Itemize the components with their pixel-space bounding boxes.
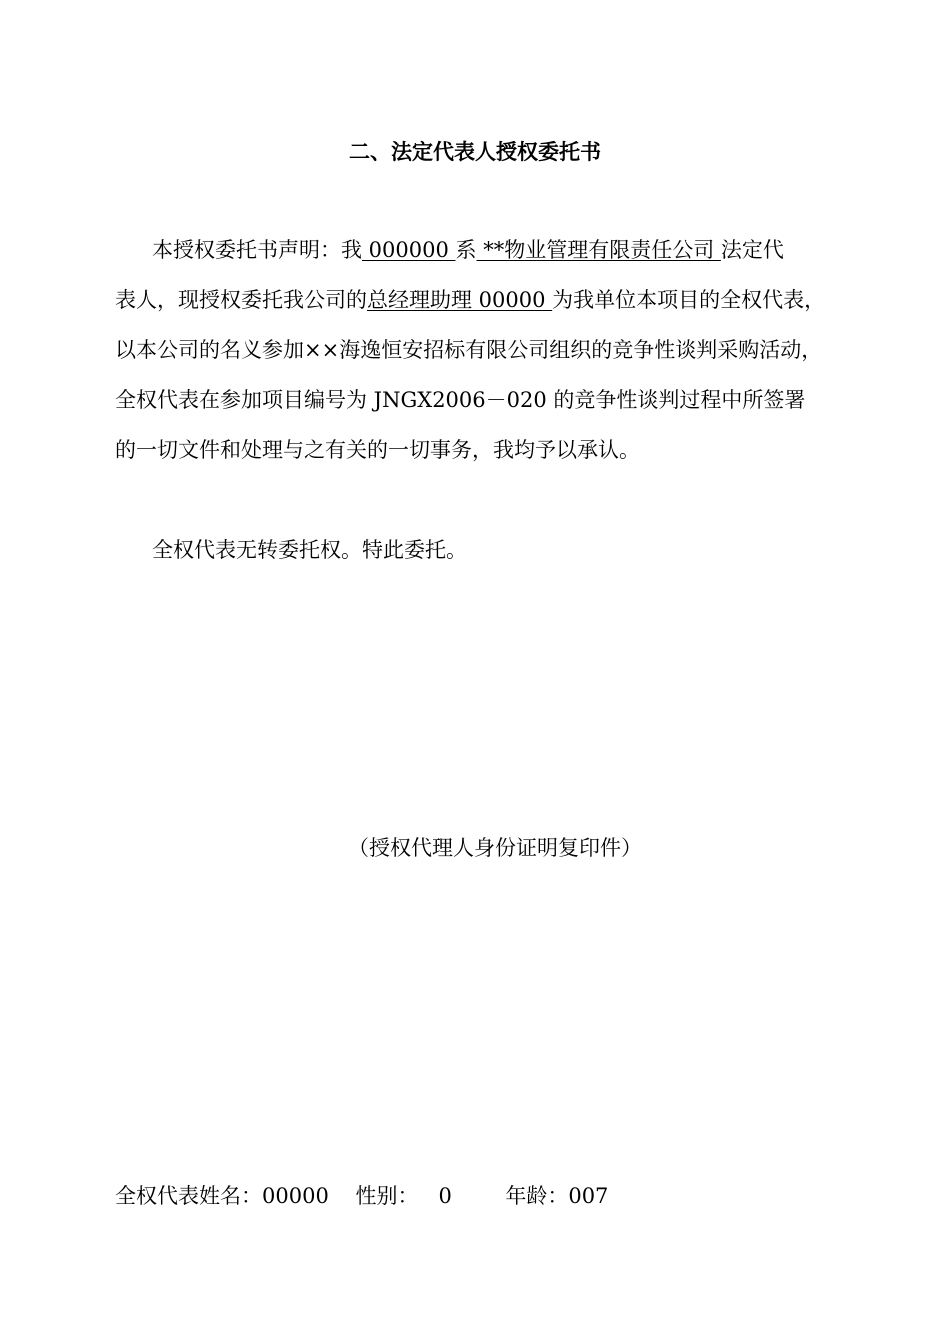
name-value: 00000 [262,1184,329,1208]
delegate-position-blank: 总经理助理 00000 [367,288,553,312]
company-name-blank: **物业管理有限责任公司 [476,238,721,262]
statement-connector: 系 [455,238,477,262]
statement-suffix: 法定代 [720,238,784,262]
delegation-text: 表人，现授权委托我公司的 [115,288,367,312]
gender-value: 0 [438,1184,452,1208]
name-label: 全权代表姓名： [115,1184,262,1208]
paragraph1-line5: 的一切文件和处理与之有关的一切事务，我均予以承认。 [115,438,640,462]
age-value: 007 [568,1184,609,1208]
paragraph1-line2 [115,286,825,314]
representative-id-blank: 000000 [362,238,456,262]
paragraph1-line1 [152,236,784,264]
id-copy-caption: （授权代理人身份证明复印件） [348,836,642,860]
age-label: 年龄： [505,1184,569,1208]
gender-label: 性别： [355,1184,419,1208]
representative-info-line [115,1182,608,1210]
paragraph2: 全权代表无转委托权。特此委托。 [152,538,467,562]
paragraph1-line3: 以本公司的名义参加××海逸恒安招标有限公司组织的竞争性谈判采购活动， [115,338,823,362]
document-title: 二、法定代表人授权委托书 [349,139,601,164]
statement-prefix: 本授权委托书声明：我 [152,238,362,262]
paragraph1-line4: 全权代表在参加项目编号为 JNGX2006－020 的竞争性谈判过程中所签署 [115,388,806,412]
delegation-role-text: 为我单位本项目的全权代表， [552,288,826,312]
